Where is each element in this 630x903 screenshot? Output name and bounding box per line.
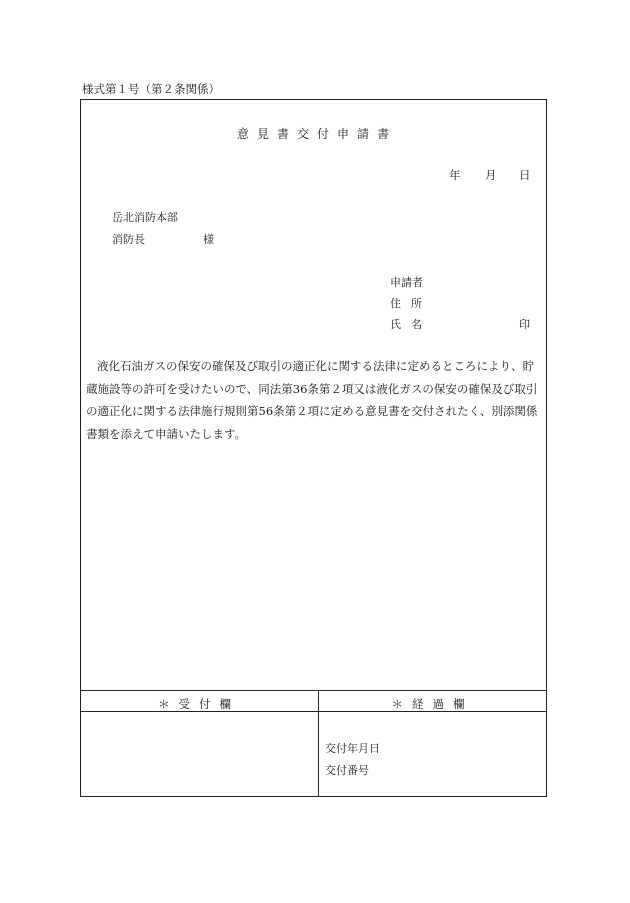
form-frame <box>80 99 547 797</box>
date-month-label: 月 <box>485 168 497 182</box>
address-label: 住所 <box>390 297 432 310</box>
seal-mark: 印 <box>519 318 530 331</box>
form-number-label: 様式第１号（第２条関係） <box>82 82 220 96</box>
addressee-title: 消防長 <box>112 233 145 246</box>
date-year-label: 年 <box>449 168 461 182</box>
date-day-label: 日 <box>519 168 531 182</box>
table-top-border <box>80 690 547 691</box>
progress-column-header: ＊経過欄 <box>391 697 474 711</box>
name-label: 氏名 <box>390 318 432 331</box>
reception-column-header: ＊受付欄 <box>158 697 240 711</box>
issue-date-label: 交付年月日 <box>325 742 380 755</box>
addressee-organization: 岳北消防本部 <box>112 211 178 224</box>
applicant-label: 申請者 <box>390 276 423 289</box>
addressee-honorific: 様 <box>203 233 214 246</box>
document-title: 意見書交付申請書 <box>236 127 397 141</box>
issue-number-label: 交付番号 <box>325 764 369 777</box>
application-body-text: 液化石油ガスの保安の確保及び取引の適正化に関する法律に定めるところにより、貯蔵施設等の許可を受けたいので、同法第36条第２項又は液化ガスの保安の確保及び取引の適正化に関する法律施行規則第56条第２項に定める意見書を交付されたく、別添関係書類を添えて申請いたします。 <box>86 359 538 441</box>
